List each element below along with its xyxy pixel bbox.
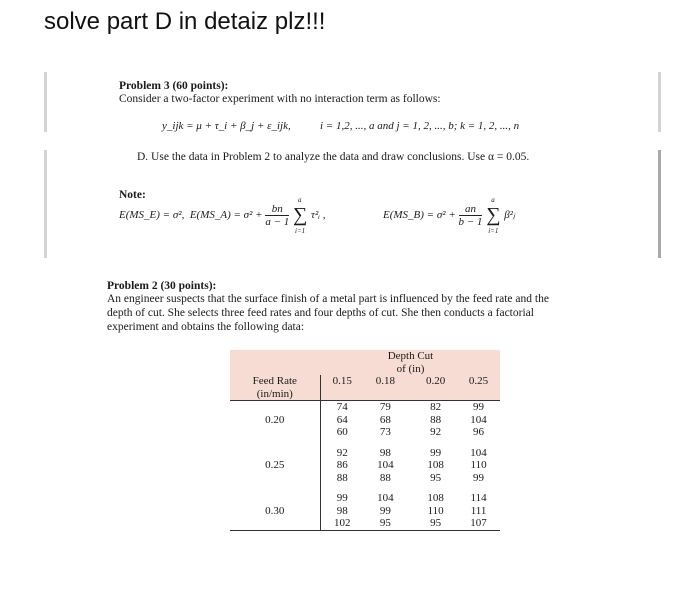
problem2-text-line1: An engineer suspects that the surface finish of a metal part is influenced by the feed rate and the bbox=[107, 293, 549, 305]
scroll-bar-left-bottom bbox=[44, 150, 47, 258]
feed-rate-value: 0.30 bbox=[265, 504, 285, 517]
depth-header-2: of (in) bbox=[396, 362, 425, 375]
problem2-text-line2: depth of cut. She selects three feed rates and four depths of cut. She then conducts a factorial bbox=[107, 307, 534, 319]
table-row: 102 95 95 107 bbox=[230, 517, 500, 530]
problem3-intro: Consider a two-factor experiment with no interaction term as follows: bbox=[119, 93, 441, 105]
post-title: solve part D in detaiz plz!!! bbox=[44, 8, 326, 35]
depth-label: 0.25 bbox=[468, 375, 489, 387]
ems-b-fraction: $\frac{an}{b - 1}$ bbox=[458, 203, 483, 228]
depth-header-1: Depth Cut bbox=[387, 350, 434, 362]
ems-a-fraction: $\frac{bn}{a - 1}$ bbox=[265, 203, 290, 228]
model-equation: y_ijk = μ + τ_i + β_j + ε_ijk, bbox=[162, 120, 291, 132]
ems-a-left: E(MS_A) = σ² + bbox=[189, 209, 263, 222]
ems-b-formula bbox=[383, 196, 515, 235]
table-row: 0.25 86 104 108 110 bbox=[230, 459, 500, 472]
problem2-text-line3: experiment and obtains the following data: bbox=[107, 321, 305, 333]
table-row: 99 104 108 114 bbox=[230, 492, 500, 505]
data-table bbox=[230, 350, 500, 531]
feed-header-1: Feed Rate bbox=[252, 375, 297, 387]
problem2-heading: Problem 2 (30 points): bbox=[107, 280, 217, 292]
depth-label: 0.18 bbox=[375, 375, 395, 387]
ems-b-left: E(MS_B) = σ² + bbox=[383, 209, 456, 222]
scroll-bar-left-top bbox=[44, 72, 47, 132]
ems-a-term: τ²ᵢ , bbox=[311, 209, 326, 222]
table-row: 92 98 99 104 bbox=[230, 447, 500, 460]
problem3-heading: Problem 3 (60 points): bbox=[119, 80, 229, 92]
model-indices: i = 1,2, ..., a and j = 1, 2, ..., b; k = 1, 2, ..., n bbox=[320, 120, 520, 132]
feed-rate-value: 0.25 bbox=[265, 459, 285, 471]
note-label: Note: bbox=[119, 189, 146, 201]
feed-rate-value: 0.20 bbox=[265, 413, 285, 426]
feed-header-2: (in/min) bbox=[230, 388, 320, 401]
ems-e: E(MS_E) = σ², bbox=[119, 209, 185, 222]
ems-b-term: β²ⱼ bbox=[504, 209, 515, 222]
summation-b-icon: ∑ a i=1 bbox=[486, 196, 501, 235]
table-row: 60 73 92 96 bbox=[230, 426, 500, 439]
scroll-bar-right-top bbox=[658, 72, 661, 132]
table-row: 88 88 95 99 bbox=[230, 472, 500, 485]
table-row: 74 79 82 99 bbox=[230, 401, 500, 414]
table-row: 0.20 64 68 88 104 bbox=[230, 414, 500, 427]
table-row: 0.30 98 99 110 111 bbox=[230, 505, 500, 518]
ems-formulas bbox=[119, 196, 326, 235]
scroll-bar-right-bottom bbox=[658, 150, 661, 258]
part-d-text: D. Use the data in Problem 2 to analyze the data and draw conclusions. Use α = 0.05. bbox=[137, 151, 530, 163]
depth-label: 0.15 bbox=[320, 375, 364, 388]
summation-a-icon: ∑ a i=1 bbox=[293, 196, 308, 235]
depth-label: 0.20 bbox=[425, 375, 446, 387]
